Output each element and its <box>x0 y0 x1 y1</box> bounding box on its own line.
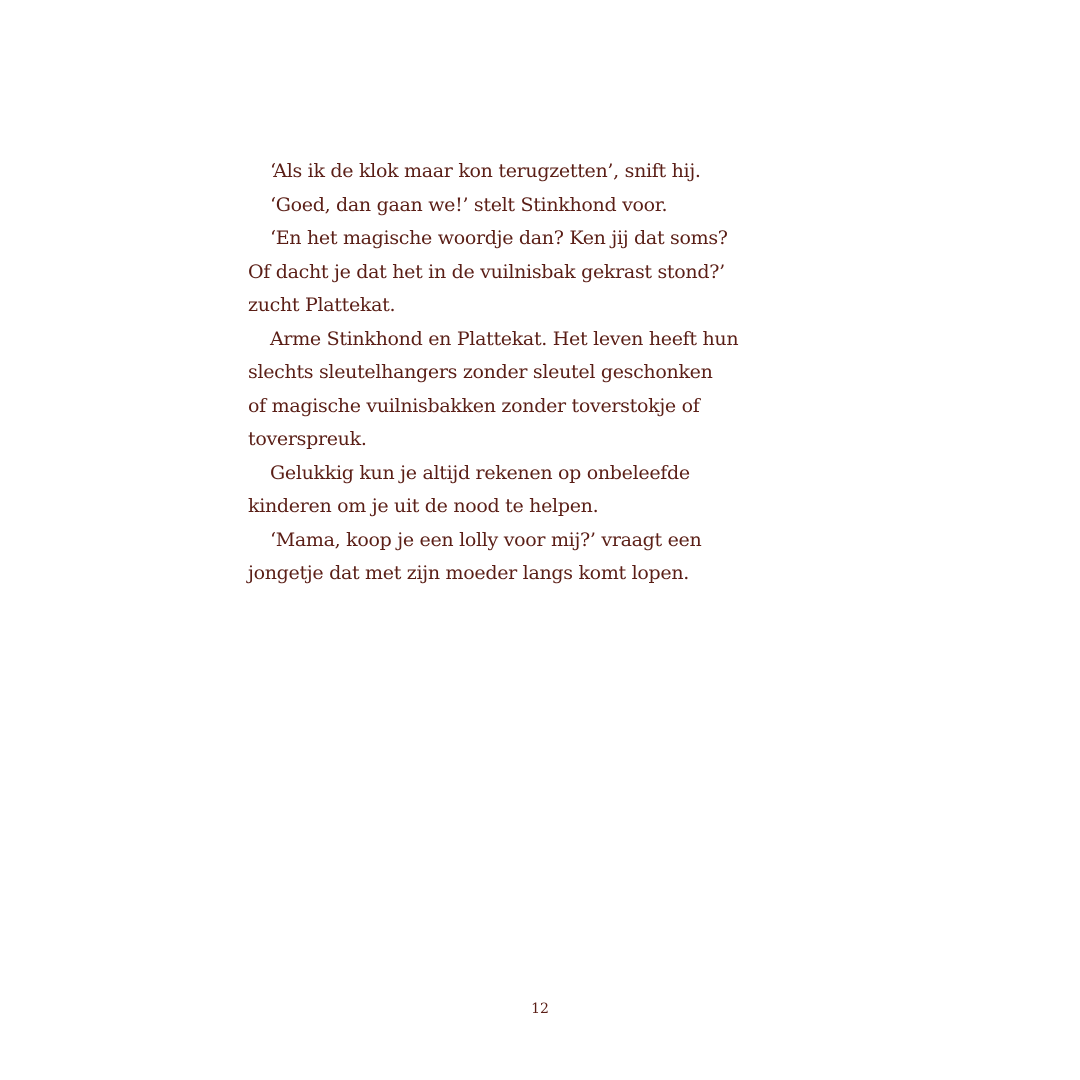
text-line: zucht Plattekat. <box>248 294 396 316</box>
text-line: slechts sleutelhangers zonder sleutel geschonken <box>248 361 713 383</box>
paragraph-2 <box>248 189 808 223</box>
paragraph-1 <box>248 155 808 189</box>
text-line: toverspreuk. <box>248 428 367 450</box>
text-line: kinderen om je uit de nood te helpen. <box>248 495 599 517</box>
text-line: Of dacht je dat het in de vuilnisbak gekrast stond?’ <box>248 260 725 283</box>
text-line: ‘Goed, dan gaan we!’ stelt Stinkhond voor. <box>270 193 668 216</box>
text-line: jongetje dat met zijn moeder langs komt lopen. <box>248 562 690 584</box>
text-line: Gelukkig kun je altijd rekenen op onbeleefde <box>270 461 690 484</box>
text-line: ‘Mama, koop je een lolly voor mij?’ vraagt een <box>270 528 702 551</box>
text-line: ‘En het magische woordje dan? Ken jij dat soms? <box>270 227 728 249</box>
paragraph-3 <box>248 222 808 323</box>
paragraph-5 <box>248 457 808 524</box>
text-line: ‘Als ik de klok maar kon terugzetten’, snift hij. <box>270 160 701 182</box>
paragraph-4 <box>248 323 808 457</box>
text-line: of magische vuilnisbakken zonder toverstokje of <box>248 394 700 417</box>
paragraph-6 <box>248 524 808 591</box>
page-number: 12 <box>531 1001 549 1017</box>
body-text <box>248 155 808 591</box>
text-line: Arme Stinkhond en Plattekat. Het leven heeft hun <box>270 327 739 350</box>
